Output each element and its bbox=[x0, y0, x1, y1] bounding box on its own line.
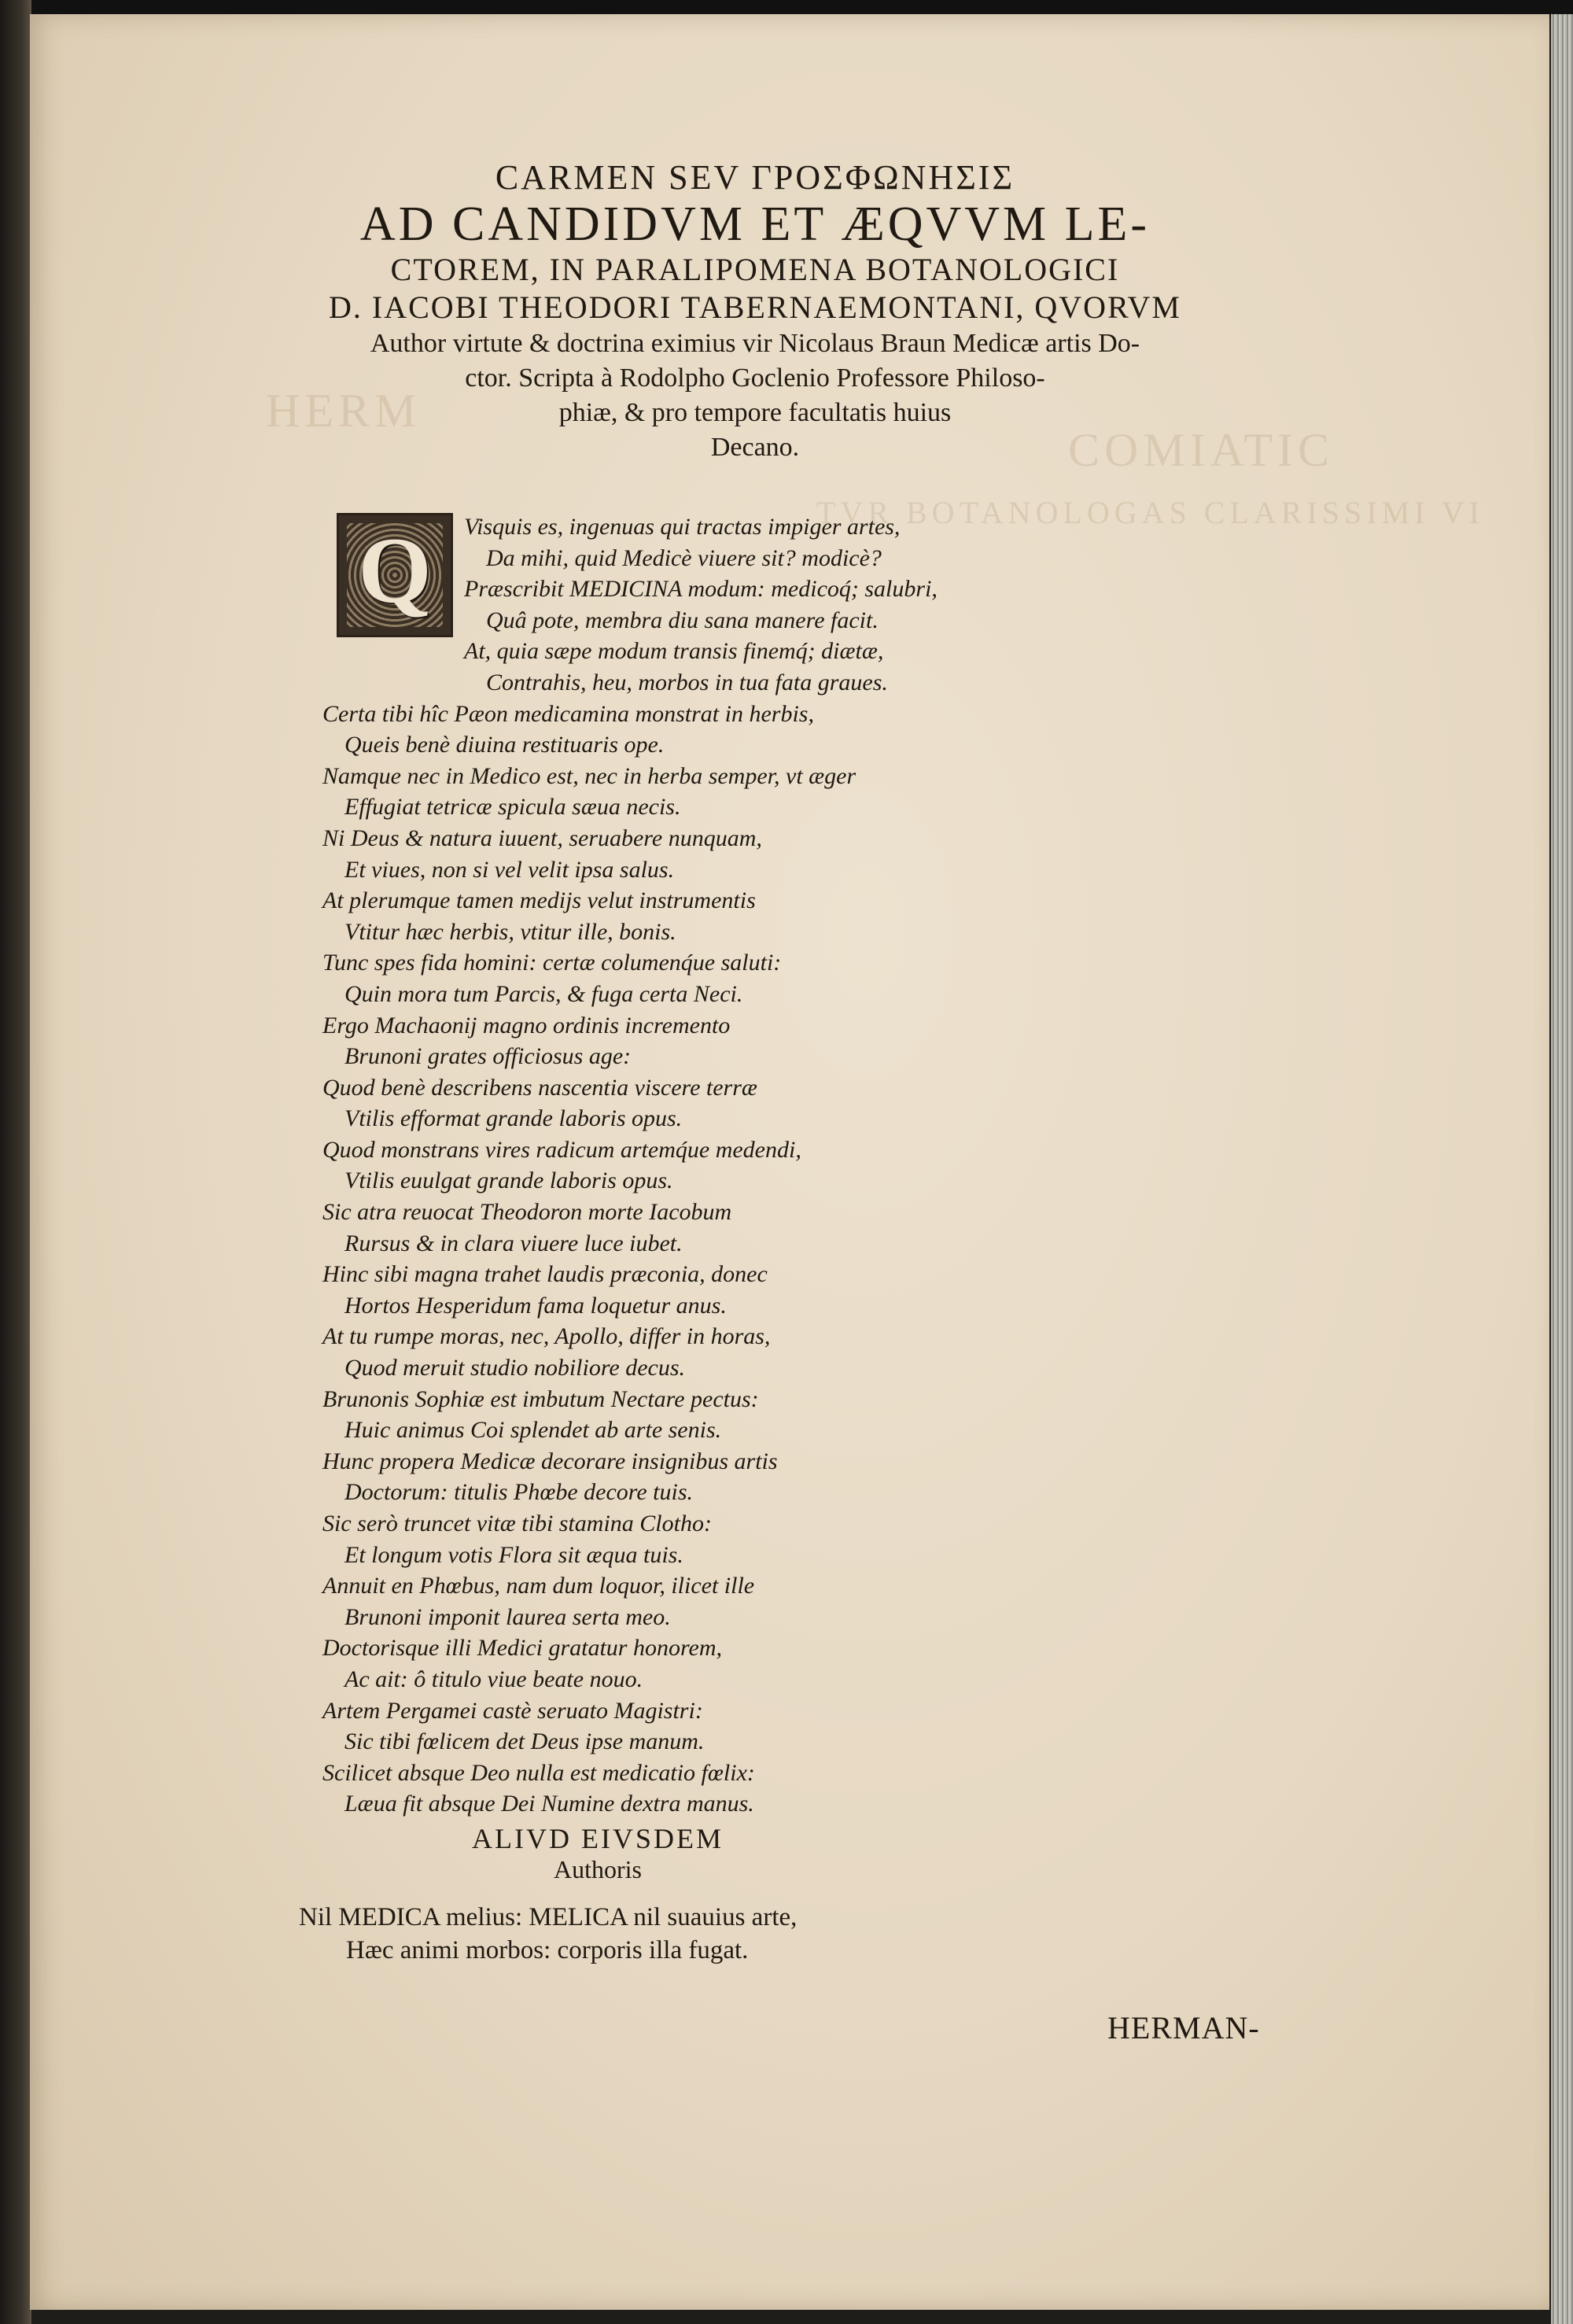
poem-line: Effugiat tetricæ spicula sæua necis. bbox=[344, 794, 681, 821]
title-line: phiæ, & pro tempore facultatis huius bbox=[558, 398, 952, 427]
couplet-line: Nil MEDICA melius: MELICA nil suauius arte, bbox=[299, 1903, 798, 1931]
closing-couplet bbox=[299, 1901, 944, 1967]
poem-line: Huic animus Coi splendet ab arte senis. bbox=[344, 1417, 722, 1444]
poem-line: Et viues, non si vel velit ipsa salus. bbox=[344, 856, 675, 883]
poem-line: Hortos Hesperidum fama loquetur anus. bbox=[344, 1292, 727, 1319]
title-line: CARMEN SEV ΓΡΟΣΦΩΝΗΣΙΣ bbox=[495, 158, 1015, 197]
title-line: Author virtute & doctrina eximius vir Nicolaus Braun Medicæ artis Do- bbox=[370, 329, 1140, 358]
poem-line: Sic serò truncet vitæ tibi stamina Clotho: bbox=[322, 1511, 712, 1536]
couplet-line: Hæc animi morbos: corporis illa fugat. bbox=[346, 1936, 749, 1964]
poem-line: Doctorisque illi Medici gratatur honorem, bbox=[322, 1635, 723, 1662]
title-line: CTOREM, IN PARALIPOMENA BOTANOLOGICI bbox=[390, 252, 1120, 287]
title-line: Decano. bbox=[710, 433, 800, 462]
poem-line: At plerumque tamen medijs velut instrumentis bbox=[322, 887, 756, 914]
poem-line: Quin mora tum Parcis, & fuga certa Neci. bbox=[344, 980, 743, 1007]
poem-line: Artem Pergamei castè seruato Magistri: bbox=[322, 1697, 703, 1724]
poem-line: Namque nec in Medico est, nec in herba semper, vt æger bbox=[322, 762, 856, 789]
poem-line: At, quia sæpe modum transis finemq́; diætæ, bbox=[464, 638, 884, 665]
poem-line: Quod meruit studio nobiliore decus. bbox=[344, 1355, 686, 1381]
poem-line: Contrahis, heu, morbos in tua fata graues. bbox=[486, 669, 888, 695]
aliud-heading bbox=[378, 1822, 818, 1884]
aliud-title: ALIVD EIVSDEM bbox=[472, 1823, 724, 1854]
poem-line: Sic atra reuocat Theodoron morte Iacobum bbox=[322, 1199, 732, 1226]
poem-line: Præscribit MEDICINA modum: medicoq́; salubri, bbox=[464, 576, 938, 603]
poem-line: Hinc sibi magna trahet laudis præconia, donec bbox=[322, 1261, 768, 1288]
poem-line: Hunc propera Medicæ decorare insignibus artis bbox=[322, 1448, 778, 1474]
poem-line: Vtitur hæc herbis, vtitur ille, bonis. bbox=[344, 918, 676, 945]
page-fore-edge bbox=[1551, 14, 1573, 2324]
poem-line: Ergo Machaonij magno ordinis incremento bbox=[322, 1012, 731, 1038]
poem-line: Ac ait: ô titulo viue beate nouo. bbox=[344, 1666, 643, 1692]
bleed-through-text: TVR BOTANOLOGAS CLARISSIMI VI bbox=[816, 495, 1484, 530]
poem-line: Queis benè diuina restituaris ope. bbox=[344, 732, 665, 758]
title-line: ctor. Scripta à Rodolpho Goclenio Professore Philoso- bbox=[465, 363, 1045, 393]
poem-line: Brunoni grates officiosus age: bbox=[344, 1043, 632, 1070]
bleed-through-text: COMIATIC bbox=[1068, 424, 1335, 476]
initial-letter: Q bbox=[358, 518, 432, 622]
poem-line: Da mihi, quid Medicè viuere sit? modicè? bbox=[486, 544, 882, 571]
poem-line: Doctorum: titulis Phœbe decore tuis. bbox=[344, 1479, 693, 1506]
poem-line: At tu rumpe moras, nec, Apollo, differ in horas, bbox=[322, 1323, 771, 1350]
poem-line: Vtilis efformat grande laboris opus. bbox=[344, 1105, 683, 1132]
catchword: HERMAN- bbox=[1107, 2010, 1260, 2045]
title-block bbox=[236, 157, 1274, 465]
poem-line: Quâ pote, membra diu sana manere facit. bbox=[486, 607, 879, 633]
poem-line: Rursus & in clara viuere luce iubet. bbox=[344, 1230, 683, 1256]
poem-line: Ni Deus & natura iuuent, seruabere nunquam, bbox=[322, 824, 762, 851]
poem-line: Tunc spes fida homini: certæ columenq́ue saluti: bbox=[322, 950, 782, 976]
book-spine bbox=[0, 0, 31, 2324]
bleed-through-text: HERM bbox=[266, 385, 422, 437]
poem-line: Quod benè describens nascentia viscere terræ bbox=[322, 1074, 757, 1101]
poem-line: Sic tibi fœlicem det Deus ipse manum. bbox=[344, 1728, 705, 1755]
title-line: AD CANDIDVM ET ÆQVVM LE- bbox=[359, 197, 1151, 251]
poem-line: Annuit en Phœbus, nam dum loquor, ilicet ille bbox=[322, 1573, 755, 1599]
poem-line: Læua fit absque Dei Numine dextra manus. bbox=[344, 1791, 754, 1817]
poem-line: Scilicet absque Deo nulla est medicatio fœlix: bbox=[322, 1759, 755, 1786]
poem-line: Brunoni imponit laurea serta meo. bbox=[344, 1603, 671, 1630]
poem-line: Et longum votis Flora sit æqua tuis. bbox=[344, 1541, 683, 1568]
poem bbox=[322, 511, 1030, 1820]
title-line: D. IACOBI THEODORI TABERNAEMONTANI, QVORVM bbox=[329, 290, 1181, 325]
aliud-subtitle: Authoris bbox=[554, 1855, 642, 1883]
poem-line: Brunonis Sophiæ est imbutum Nectare pectus: bbox=[322, 1385, 759, 1412]
poem-line: Vtilis euulgat grande laboris opus. bbox=[344, 1168, 673, 1194]
poem-line: Certa tibi hîc Pæon medicamina monstrat in herbis, bbox=[322, 700, 814, 727]
poem-line: Quod monstrans vires radicum artemq́ue medendi, bbox=[322, 1136, 801, 1163]
poem-line: Visquis es, ingenuas qui tractas impiger artes, bbox=[464, 514, 901, 540]
